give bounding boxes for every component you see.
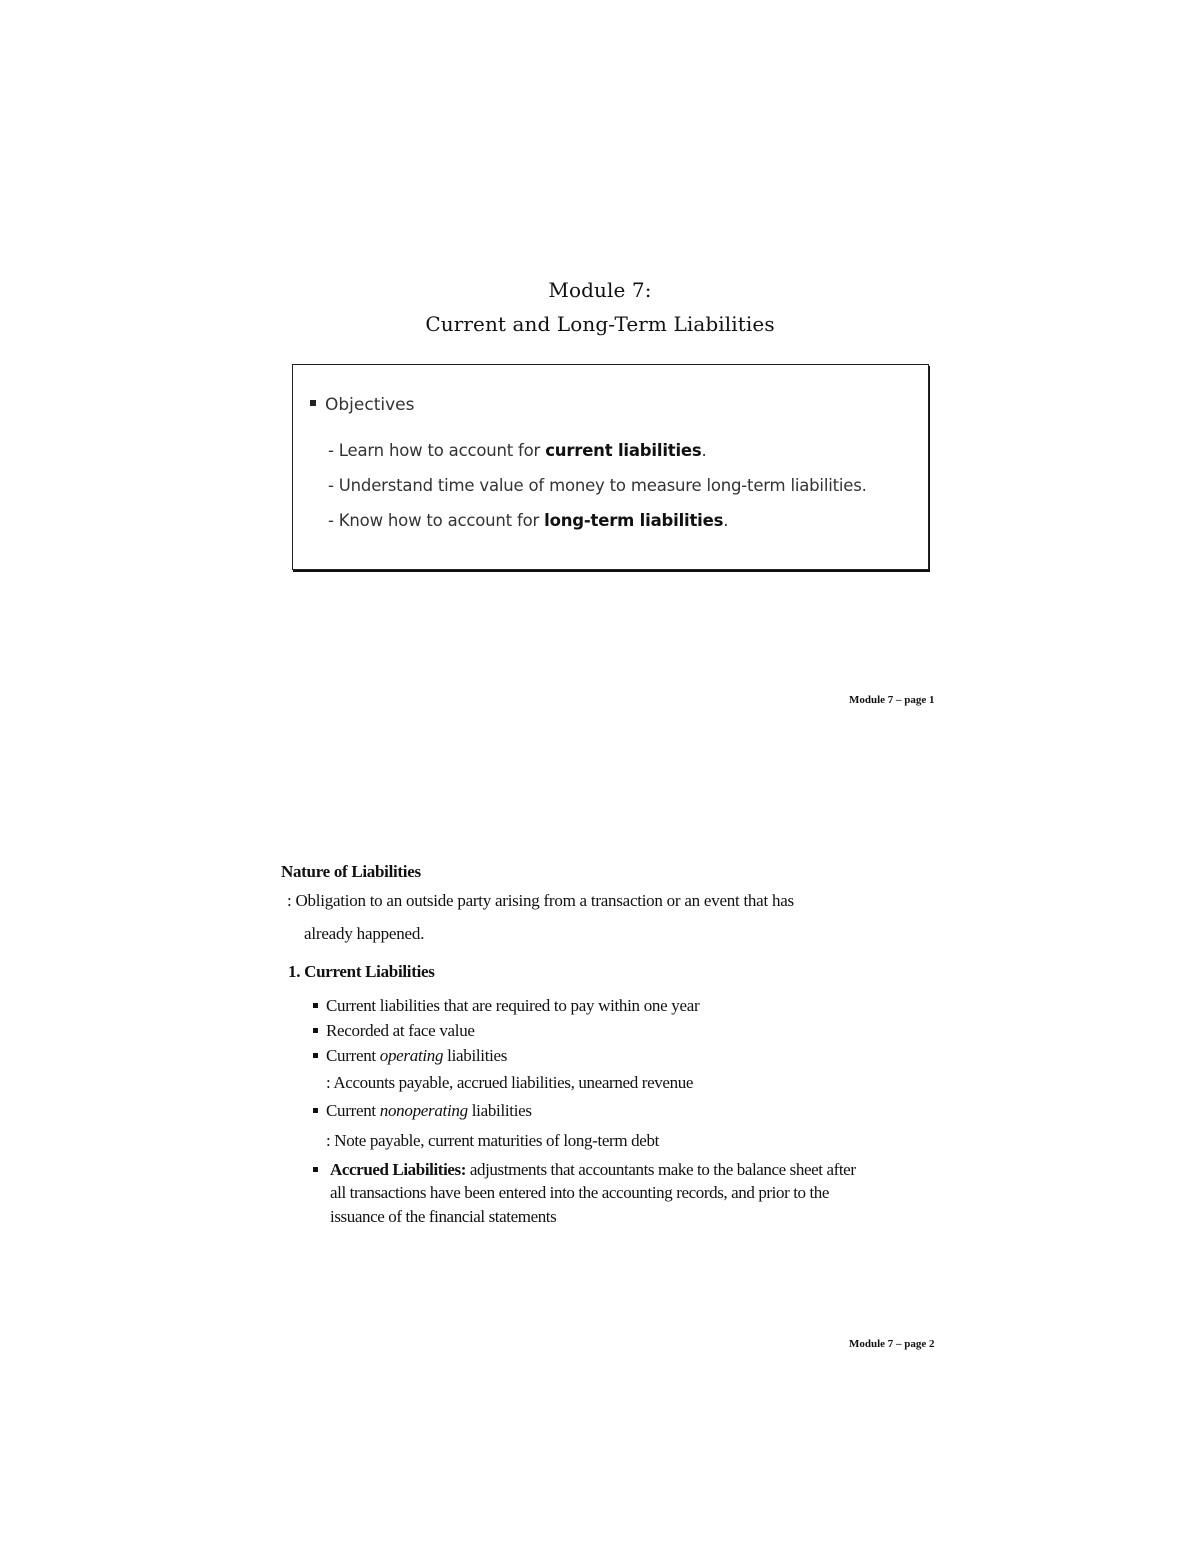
page-footer-1: Module 7 – page 1 [849, 694, 935, 706]
objective-suffix: . [701, 441, 707, 460]
objective-emphasis: long-term liabilities [544, 511, 724, 530]
objective-text: - Know how to account for [328, 511, 545, 530]
list-item: Recorded at face value [326, 1021, 475, 1040]
list-item-text: liabilities [467, 1101, 532, 1120]
list-item-detail: : Accounts payable, accrued liabilities, unearned revenue [326, 1073, 694, 1092]
objective-item [328, 511, 728, 530]
objective-item [328, 476, 867, 495]
list-item: Current liabilities that are required to pay within one year [326, 996, 700, 1015]
list-item-detail: : Note payable, current maturities of long-term debt [326, 1131, 660, 1150]
list-item-continuation: issuance of the financial statements [330, 1207, 557, 1226]
bullet-icon [313, 1028, 318, 1033]
list-item-continuation: all transactions have been entered into the accounting records, and prior to the [330, 1183, 830, 1202]
page-title-line-1: Module 7: [548, 278, 652, 302]
list-item-emphasis: nonoperating [379, 1101, 468, 1120]
objective-emphasis: current liabilities [545, 441, 702, 460]
list-item-text: Current [326, 1101, 380, 1120]
objective-item [328, 441, 707, 460]
bullet-icon [313, 1167, 318, 1172]
list-item-text: adjustments that accountants make to the balance sheet after [466, 1160, 856, 1179]
page-title-line-2: Current and Long-Term Liabilities [425, 312, 775, 336]
section-heading: Nature of Liabilities [281, 862, 421, 881]
objective-text: - Understand time value of money to measure long-term liabilities. [328, 476, 867, 495]
square-bullet-icon [310, 400, 316, 406]
objective-suffix: . [723, 511, 729, 530]
list-item-text: Current [326, 1046, 380, 1065]
definition-line-2: already happened. [304, 924, 425, 943]
objective-text: - Learn how to account for [328, 441, 546, 460]
list-item-emphasis: Accrued Liabilities: [330, 1160, 467, 1179]
bullet-icon [313, 1003, 318, 1008]
bullet-icon [313, 1108, 318, 1113]
page-footer-2: Module 7 – page 2 [849, 1338, 935, 1350]
list-item-text: liabilities [443, 1046, 508, 1065]
subsection-title: 1. Current Liabilities [288, 962, 435, 981]
bullet-icon [313, 1053, 318, 1058]
list-item-emphasis: operating [379, 1046, 444, 1065]
list-item [330, 1160, 856, 1180]
list-item [326, 1046, 507, 1066]
objectives-box [292, 364, 929, 570]
definition-line-1: : Obligation to an outside party arising from a transaction or an event that has [287, 891, 794, 910]
objectives-header [310, 395, 414, 415]
list-item [326, 1101, 532, 1121]
objectives-header-label: Objectives [325, 395, 415, 415]
